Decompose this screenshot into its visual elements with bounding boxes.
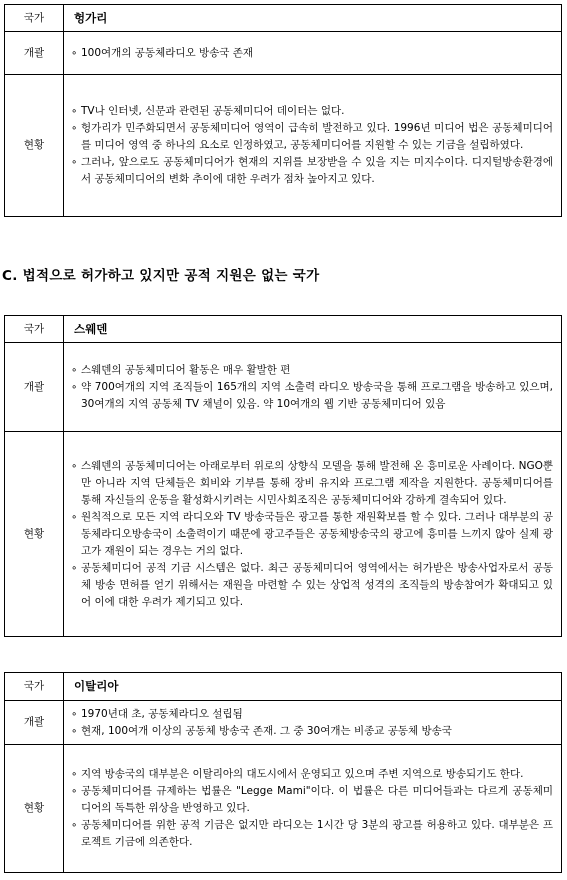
list-item: ∘ 100여개의 공동체라디오 방송국 존재: [72, 45, 553, 62]
country-table-italy: [4, 672, 562, 873]
list-item: ∘ 공동체미디어를 규제하는 법률은 "Legge Mami"이다. 이 법률은 다른 미디어들과는 다르게 공동체미디어의 독특한 위상을 반영하고 있다.: [72, 783, 553, 817]
status-label: 현황: [5, 432, 64, 637]
country-name: 스웨덴: [64, 316, 562, 343]
section-heading: C. 법적으로 허가하고 있지만 공적 지원은 없는 국가: [2, 268, 320, 284]
status-label: 현황: [5, 75, 64, 217]
country-label: 국가: [5, 316, 64, 343]
list-item: ∘ 현재, 100여개 이상의 공동체 방송국 존재. 그 중 30여개는 비종교 공동체 방송국: [72, 723, 553, 740]
country-name: 헝가리: [64, 5, 562, 32]
country-table-sweden: [4, 315, 562, 637]
overview-cell: [64, 701, 562, 745]
status-cell: [64, 432, 562, 637]
list-item: ∘ 스웨덴의 공동체미디어는 아래로부터 위로의 상향식 모델을 통해 발전해 온 흥미로운 사례이다. NGO뿐만 아니라 지역 단체들은 회비와 기부를 통해 장비 유지와 프로그램 제작을 지원한다. 공동체미디어를 통해 자신들의 운동을 활성화시키려는 시민사회조직은 공동체미디어와 강하게 결속되어 있다.: [72, 458, 553, 509]
overview-cell: [64, 343, 562, 432]
list-item: ∘ 그러나, 앞으로도 공동체미디어가 현재의 지위를 보장받을 수 있을 지는 미지수이다. 디지털방송환경에서 공동체미디어의 변화 추이에 대한 우려가 점차 높아지고 있다.: [72, 154, 553, 188]
list-item: ∘ 약 700여개의 지역 조직들이 165개의 지역 소출력 라디오 방송국을 통해 프로그램을 방송하고 있으며, 30여개의 지역 공동체 TV 채널이 있음. 약 10여개의 웹 기반 공동체미디어 있음: [72, 379, 553, 413]
status-label: 현황: [5, 745, 64, 873]
status-cell: [64, 745, 562, 873]
country-label: 국가: [5, 673, 64, 701]
country-name: 이탈리아: [64, 673, 562, 701]
country-label: 국가: [5, 5, 64, 32]
list-item: ∘ 헝가리가 민주화되면서 공동체미디어 영역이 급속히 발전하고 있다. 1996년 미디어 법은 공동체미디어를 미디어 영역 중 하나의 요소로 인정하였고, 공동체미디어를 지원할 수 있는 기금을 설립하였다.: [72, 120, 553, 154]
overview-cell: [64, 32, 562, 75]
list-item: ∘ 스웨덴의 공동체미디어 활동은 매우 활발한 편: [72, 362, 553, 379]
list-item: ∘ 1970년대 초, 공동체라디오 설립됨: [72, 706, 553, 723]
list-item: ∘ 원칙적으로 모든 지역 라디오와 TV 방송국들은 광고를 통한 재원확보를 할 수 있다. 그러나 대부분의 공동체라디오방송국이 소출력이기 때문에 광고주들은 공동체방송국의 광고에 흥미를 느끼지 않아 실제 광고가 재원이 되는 경우는 거의 없다.: [72, 509, 553, 560]
list-item: ∘ 공동체미디어를 위한 공적 기금은 없지만 라디오는 1시간 당 3분의 광고를 허용하고 있다. 대부분은 프로젝트 기금에 의존한다.: [72, 817, 553, 851]
country-table-hungary: [4, 4, 562, 217]
status-cell: [64, 75, 562, 217]
list-item: ∘ TV나 인터넷, 신문과 관련된 공동체미디어 데이터는 없다.: [72, 103, 553, 120]
overview-label: 개괄: [5, 32, 64, 75]
overview-label: 개괄: [5, 343, 64, 432]
overview-label: 개괄: [5, 701, 64, 745]
list-item: ∘ 공동체미디어 공적 기금 시스템은 없다. 최근 공동체미디어 영역에서는 허가받은 방송사업자로서 공동체 방송 면허를 얻기 위해서는 재원을 마련할 수 있는 상업적 성격의 조직들의 방송참여가 확대되고 있어 이에 대한 우려가 제기되고 있다.: [72, 560, 553, 611]
list-item: ∘ 지역 방송국의 대부분은 이탈리아의 대도시에서 운영되고 있으며 주변 지역으로 방송되기도 한다.: [72, 766, 553, 783]
